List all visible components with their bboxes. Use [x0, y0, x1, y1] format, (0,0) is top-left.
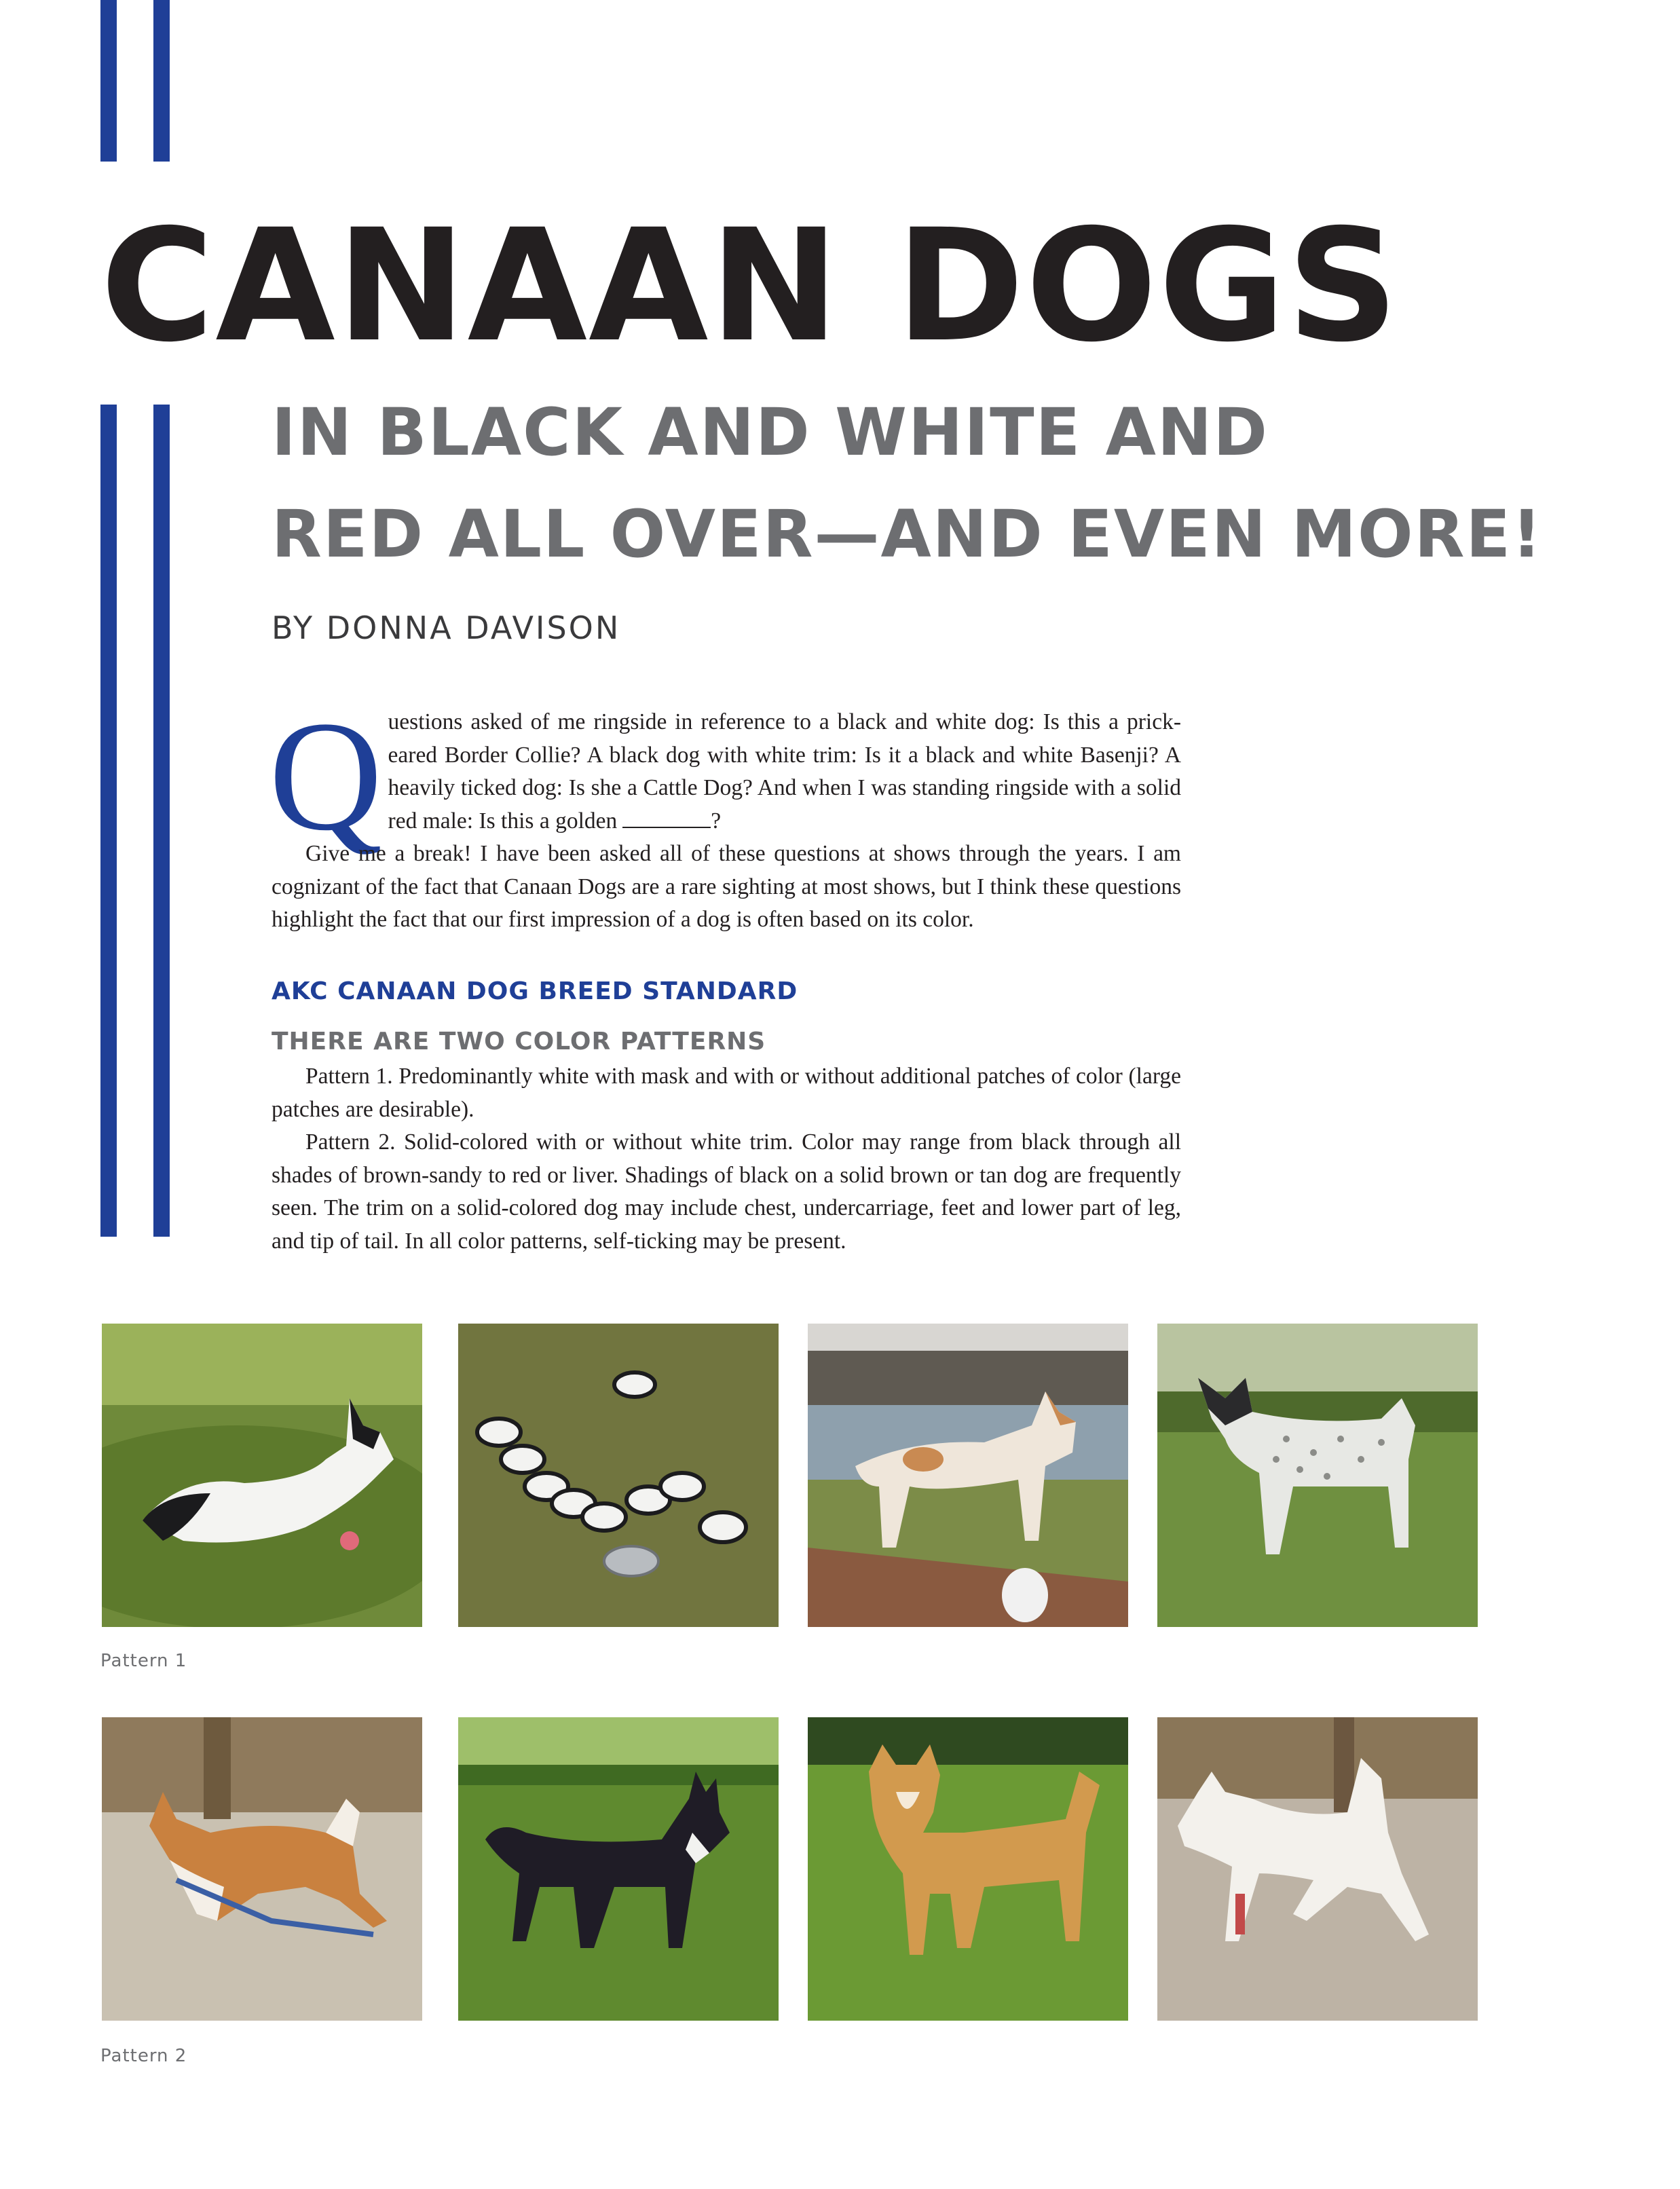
article-subtitle-line-2: RED ALL OVER—AND EVEN MORE! [272, 496, 1543, 572]
intro-paragraph-1-end: ? [711, 808, 722, 834]
decorative-bar-top-right [153, 0, 170, 162]
photo-red-white-dog-running [102, 1717, 422, 2021]
photo-ticked-white-dog [1157, 1324, 1478, 1627]
intro-paragraph-2: Give me a break! I have been asked all of these questions at shows through the years. I am cognizant of the fact that Canaan Dogs are a rare sighting at most shows, but I think these questions highlight the fact that our first impression of a dog is often based on its color. [272, 841, 1181, 932]
color-patterns-heading: THERE ARE TWO COLOR PATTERNS [272, 1028, 766, 1055]
article-subtitle-line-1: IN BLACK AND WHITE AND [272, 394, 1269, 470]
photo-golden-dog-standing [808, 1717, 1128, 2021]
author-byline: BY DONNA DAVISON [272, 610, 621, 646]
photo-black-white-dog-lying [102, 1324, 422, 1627]
drop-cap: Q [269, 689, 383, 863]
patterns-section [272, 1060, 1181, 1258]
pattern-1-description: Pattern 1. Predominantly white with mask and with or without additional patches of color (large patches are desirable). [272, 1064, 1181, 1122]
decorative-bar-side-right [153, 405, 170, 1237]
intro-paragraph-1 [269, 689, 1181, 863]
photo-white-red-patched-dog [808, 1324, 1128, 1627]
fill-in-blank-line [622, 810, 711, 828]
article-title: CANAAN DOGS [100, 195, 1400, 376]
photo-white-dog-running [1157, 1717, 1478, 2021]
caption-pattern-2: Pattern 2 [100, 2046, 187, 2066]
decorative-bar-side-left [100, 405, 117, 1237]
pattern-2-description: Pattern 2. Solid-colored with or without white trim. Color may range from black through all shades of brown-sandy to red or liver. Shadings of black on a solid brown or tan dog are frequently seen. The trim on a solid-colored dog may include chest, undercarriage, feet and lower part of leg, and tip of tail. In all color patterns, self-ticking may be present. [272, 1129, 1181, 1254]
caption-pattern-1: Pattern 1 [100, 1651, 187, 1671]
intro-section [269, 689, 1181, 937]
photo-black-dog-standing [458, 1717, 779, 2021]
decorative-bar-top-left [100, 0, 117, 162]
breed-standard-heading: AKC CANAAN DOG BREED STANDARD [272, 977, 798, 1005]
photo-black-white-puppies [458, 1324, 779, 1627]
intro-paragraph-1-text: uestions asked of me ringside in reference to a black and white dog: Is this a prick-eared Border Collie? A black dog with white trim: Is it a black and white Basenji? A heavily ticked dog: Is she a Cattle Dog? And when I was standing ringside with a solid red male: Is this a golden [388, 709, 1181, 834]
